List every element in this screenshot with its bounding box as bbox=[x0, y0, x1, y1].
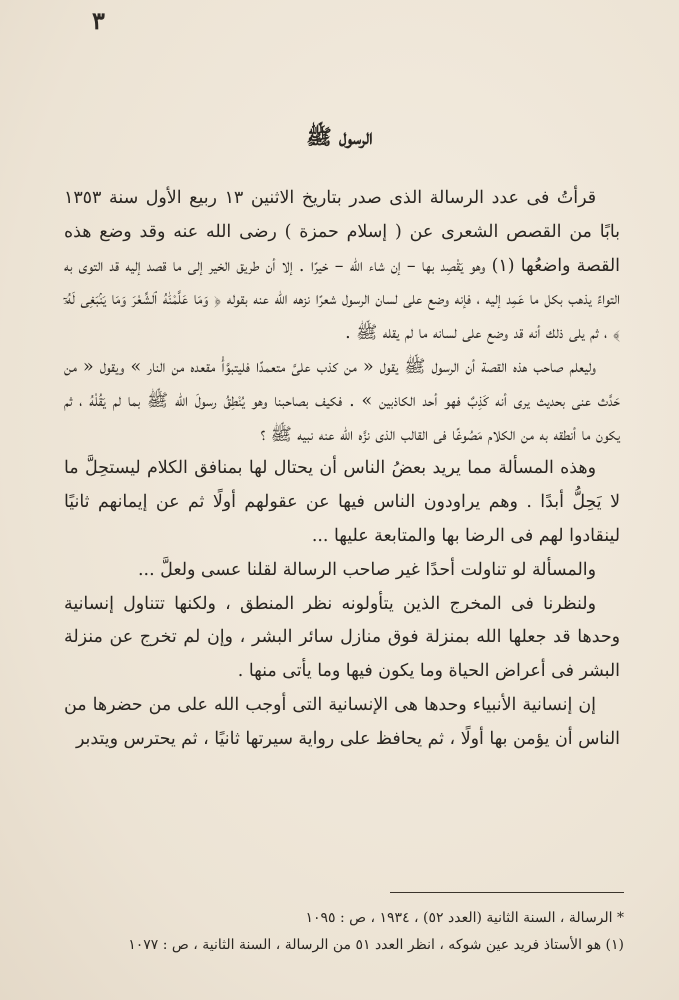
paragraph: وليعلم صاحب هذه القصة أن الرسول ﷺ يقول « من كذب علىَّ متعمدًا فليتبوَّأْ مقعده من النار » ويقول « من حَدَّث عنى بحديث يرى أنه كَذِبٌ فهو أحد الكاذبين » . فكيف بصاحبنا وهو يُنْطِقُ رسولَ الله ﷺ بما لم يَقُلْهُ ، ثم يكون ما أنطقه به من الكلام مَصُوغًا فى القالب الذى نزَّه الله عنه نبيه ﷺ ؟ bbox=[64, 356, 620, 445]
body-text bbox=[64, 182, 620, 757]
paragraph: ولنظرنا فى المخرج الذين يتأولونه نظر المنطق ، ولكنها تتناول إنسانية وحدها قد جعلها الله بمنزلة فوق منازل سائر البشر ، وإن لم تخرج عن منزلة البشر فى أعراض الحياة وما يكون فيها وما يأتى منها . bbox=[64, 593, 620, 682]
paragraph: والمسألة لو تناولت أحدًا غير صاحب الرسالة لقلنا عسى ولعلَّ ... bbox=[138, 559, 596, 580]
footnotes bbox=[44, 905, 624, 959]
paragraph: وهذه المسألة مما يريد بعضُ الناس أن يحتال لها بمنافق الكلام ليستحِلَّ ما لا يَحِلُّ أبدًا . وهم يراودون الناس فيها عن عقولهم أولًا ثم عن إيمانهم ثانيًا لينقادوا لهم فى الرضا بها والمتابعة عليها ... bbox=[64, 458, 620, 546]
footnote-source: * الرسالة ، السنة الثانية (العدد ٥٢) ، ١٩٣٤ ، ص : ١٠٩٥ bbox=[305, 910, 624, 926]
paragraph: قرأتُ فى عدد الرسالة الذى صدر بتاريخ الاثنين ١٣ ربيع الأول سنة ١٣٥٣ بابًا من القصص الشعرى عن ( إسلام حمزة ) رضى الله عنه وقد وضع هذه القصة واضعُها (١) وهو يَقْصِد بها – إن شاء الله – خيرًا . إلا أن طريق الخير إلى ما قصد إليه قد التوى به التواءً يذهب بكل ما عَمِد إليه ، فإنه وضع على لسان الرسول شعرًا نزهه الله عنه بقوله ﴿ وَمَا عَلَّمْنَٰهُ ٱلشِّعْرَ وَمَا يَنۢبَغِى لَهُۥٓ ﴾ ، ثم يلى ذلك أنه قد وضع على لسانه ما لم يقله ﷺ . bbox=[64, 188, 621, 344]
footnote-1: (١) هو الأستاذ فريد عين شوكه ، انظر العدد ٥١ من الرسالة ، السنة الثانية ، ص : ١٠٧٧ bbox=[128, 937, 624, 953]
footnote-divider bbox=[390, 892, 624, 893]
paragraph: إن إنسانية الأنبياء وحدها هى الإنسانية التى أوجب الله على من حضرها من الناس أن يؤمن بها أولًا ، ثم يحافظ على رواية سيرتها ثانيًا ، ثم يحترس ويتدبر bbox=[64, 694, 620, 749]
chapter-title: الرسول ﷺ bbox=[306, 124, 373, 149]
page-number: ٣ bbox=[92, 6, 105, 35]
